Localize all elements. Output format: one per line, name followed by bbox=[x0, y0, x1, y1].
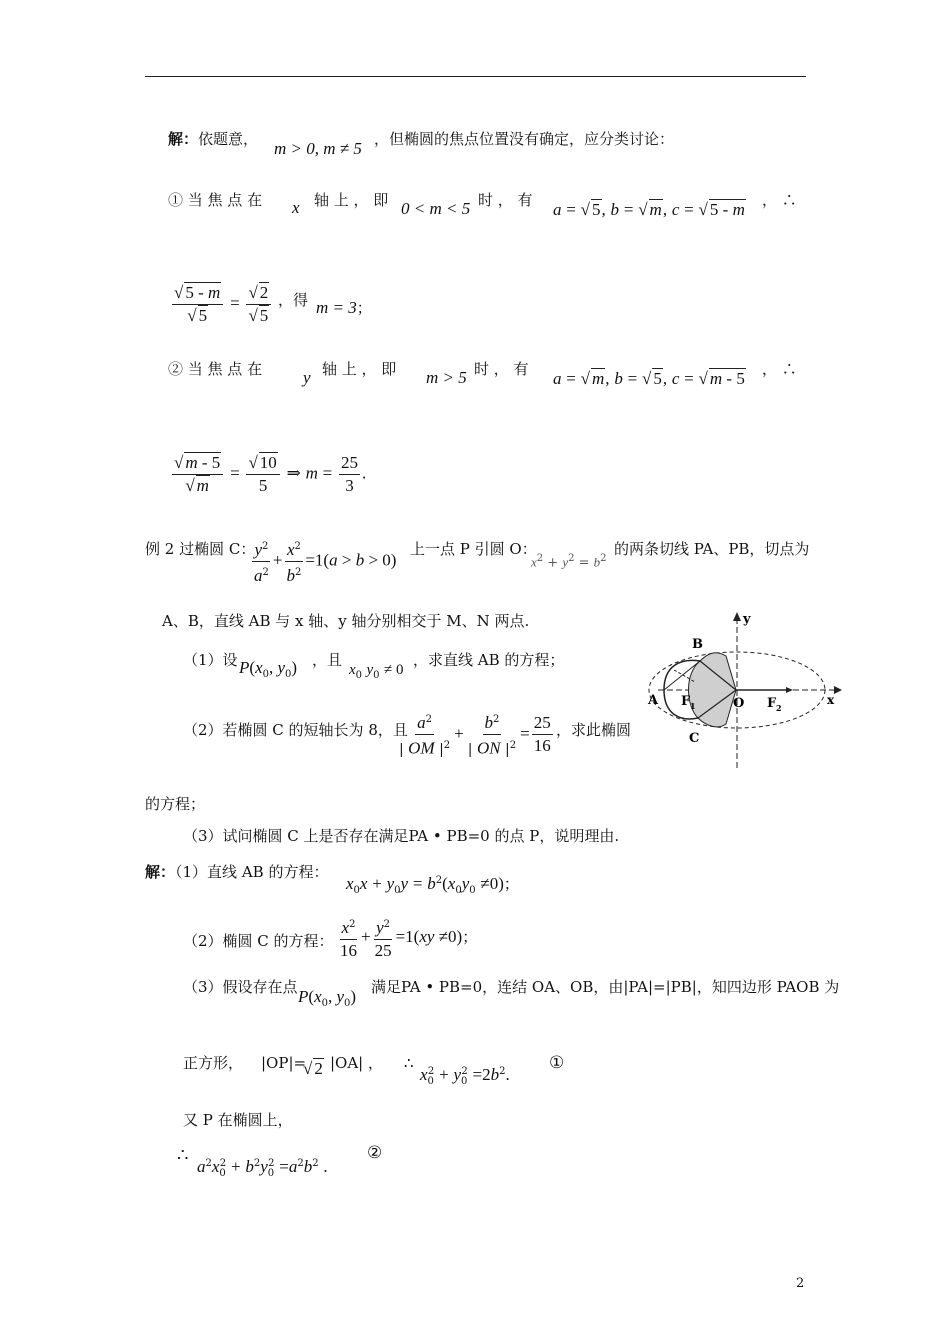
label-x: x bbox=[827, 693, 835, 707]
case1-cond: 0 < m < 5 bbox=[401, 199, 471, 218]
q1-cond: $x_0$ $y_0 \ne 0$ bbox=[349, 662, 404, 681]
case1-line: ① 当 焦 点 在 bbox=[168, 191, 263, 209]
example2-title: 例 2 过椭圆 C： bbox=[145, 540, 256, 558]
therefore-two: ∴ bbox=[177, 1145, 189, 1166]
case2-tail: 时 ， 有 bbox=[474, 360, 529, 378]
s3-a: （3）假设存在点 bbox=[183, 978, 298, 996]
case2-values: a = √ m, b = √ 5, c = √ m - 5 bbox=[553, 369, 745, 388]
ellipse-eq: $\frac{y^2}{a^2}$ + $\frac{x^2}{b^2}$ =1(a > b > 0) bbox=[250, 536, 396, 587]
s3-comma: ， bbox=[368, 1054, 384, 1072]
label-c: C bbox=[689, 731, 700, 746]
example2-line2: A、B，直线 AB 与 x 轴、y 轴分别相交于 M、N 两点. bbox=[162, 612, 530, 630]
condition-m: m > 0, m ≠ 5 bbox=[274, 139, 362, 158]
case1-equation: $\frac{√ 5 - m}{√ 5}$ = $\frac{√ 2}{√ 5}$ bbox=[170, 282, 273, 327]
label-f2-sub: 2 bbox=[776, 703, 782, 713]
page-number: 2 bbox=[796, 1276, 805, 1291]
case2-equation: $\frac{√ m - 5}{√ m}$ = $\frac{√ 10}{5}$ ⇒ m = $\frac{25}{3}$ . bbox=[174, 453, 367, 495]
q2-a: （2）若椭圆 C 的短轴长为 8，且 bbox=[183, 721, 408, 739]
shaded-region bbox=[689, 653, 737, 727]
y-axis-arrow bbox=[733, 612, 741, 621]
s3-op: |OP|= bbox=[261, 1054, 307, 1072]
case1-m: m = 3； bbox=[316, 298, 372, 317]
s2-a: （2）椭圆 C 的方程： bbox=[183, 932, 334, 950]
ellipse-result: $\frac{x^2}{16}$ + $\frac{y^2}{25}$ =1(xy ≠0)； bbox=[336, 914, 477, 962]
ellipse-figure bbox=[640, 606, 850, 776]
sol-label: 解：（1）直线 AB 的方程： bbox=[145, 863, 329, 881]
label-f2: F bbox=[767, 696, 777, 711]
header-rule bbox=[145, 76, 806, 77]
s3-point: $P(x_0$, $y_0$) bbox=[298, 987, 357, 1009]
line-ab-eq: $x_0x + y_0y = b^2(x_0y_0 \ne 0)$； bbox=[346, 874, 519, 896]
q2-b: ，求此椭圆 bbox=[556, 721, 632, 739]
case1-var: x bbox=[292, 198, 300, 217]
s3-therefore: ∴ bbox=[404, 1054, 414, 1072]
case1-mid: 轴 上 ， 即 bbox=[314, 191, 389, 209]
solution-intro: 解：依题意， bbox=[168, 130, 259, 148]
s3-oa: |OA| bbox=[330, 1054, 364, 1072]
circle-one: ① bbox=[549, 1053, 565, 1073]
eq-one: $x_0^2 + y_0^2 =2b^2$. bbox=[420, 1065, 510, 1087]
q2-equation: $\frac{a^2}{| OM |^2}$ + $\frac{b^2}{| ON |^2}$ = $\frac{25}{16}$ bbox=[395, 709, 555, 761]
example2-mid: 上一点 P 引圆 O： bbox=[410, 540, 537, 558]
label-o: O bbox=[733, 696, 745, 711]
case2-therefore: ， ∴ bbox=[762, 360, 797, 378]
q2-c: 的方程； bbox=[145, 795, 206, 813]
s3-b: 满足PA • PB=0，连结 OA、OB，由|PA|=|PB|，知四边形 PAOB 为 bbox=[371, 978, 840, 996]
case1-result-text: ，得 bbox=[278, 291, 309, 309]
circle-two: ② bbox=[367, 1143, 383, 1163]
case1-values: a = √ 5, b = √ m, c = √ 5 - m bbox=[553, 200, 745, 219]
s3-c: 正方形， bbox=[183, 1054, 244, 1072]
case1-tail: 时 ， 有 bbox=[478, 191, 533, 209]
case2-mid: 轴 上 ， 即 bbox=[322, 360, 397, 378]
example2-tail: 的两条切线 PA、PB，切点为 bbox=[614, 540, 810, 558]
label-f1-sub: 1 bbox=[690, 701, 696, 711]
eq-two: $a^2x_0^2 + b^2y_0^2 =a^2b^2$ . bbox=[197, 1157, 328, 1179]
q3: （3）试问椭圆 C 上是否存在满足PA • PB=0 的点 P，说明理由. bbox=[183, 827, 620, 845]
intro-tail: ，但椭圆的焦点位置没有确定，应分类讨论： bbox=[374, 130, 675, 148]
label-a: A bbox=[648, 693, 659, 708]
q1-a: （1）设 bbox=[183, 651, 238, 669]
label-y: y bbox=[743, 612, 751, 627]
s3-onellipse: 又 P 在椭圆上， bbox=[183, 1111, 293, 1129]
case2-var: y bbox=[303, 368, 311, 387]
x-axis-arrow bbox=[834, 686, 842, 694]
case2-cond: m > 5 bbox=[426, 368, 467, 387]
label-b: B bbox=[692, 637, 703, 652]
label-f1: F bbox=[681, 694, 691, 709]
q1-point: $P(x_0$, $y_0$) bbox=[239, 658, 298, 680]
circle-eq: $x^2 + y^2 = b^2$ bbox=[531, 553, 607, 571]
q1-b: ，且 bbox=[312, 651, 343, 669]
focus-arrow bbox=[786, 687, 793, 693]
q1-c: ，求直线 AB 的方程； bbox=[413, 651, 565, 669]
case1-therefore: ， ∴ bbox=[762, 191, 797, 209]
case2-line: ② 当 焦 点 在 bbox=[168, 360, 263, 378]
sqrt-two: √ 2 bbox=[303, 1059, 323, 1078]
